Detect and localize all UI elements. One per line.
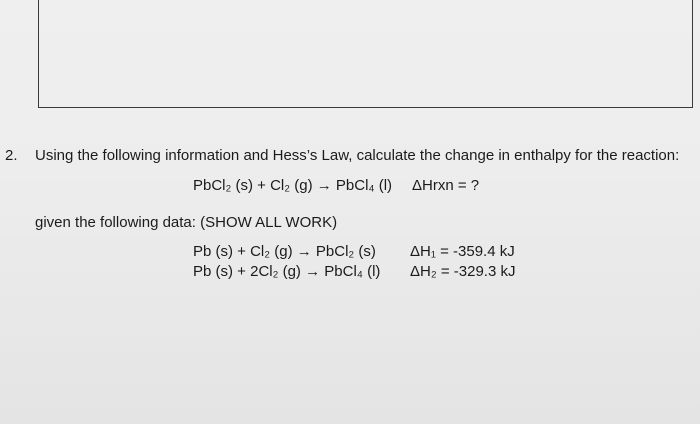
question-number: 2. (5, 147, 18, 164)
target-enthalpy: ΔHrxn = ? (412, 177, 480, 194)
data-enthalpy-2: ΔH₂ = -329.3 kJ (410, 263, 516, 280)
data-reaction-2: Pb (s) + 2Cl₂ (g) → PbCl₄ (l) (193, 263, 381, 280)
answer-box (38, 0, 693, 108)
question-prompt: Using the following information and Hess’s Law, calculate the change in enthalpy for the reaction: (35, 147, 680, 164)
data-reaction-1: Pb (s) + Cl₂ (g) → PbCl₂ (s) (193, 243, 376, 260)
given-label: given the following data: (SHOW ALL WORK) (35, 214, 338, 231)
target-reaction: PbCl₂ (s) + Cl₂ (g) → PbCl₄ (l) (193, 177, 393, 194)
data-enthalpy-1: ΔH₁ = -359.4 kJ (410, 243, 515, 260)
